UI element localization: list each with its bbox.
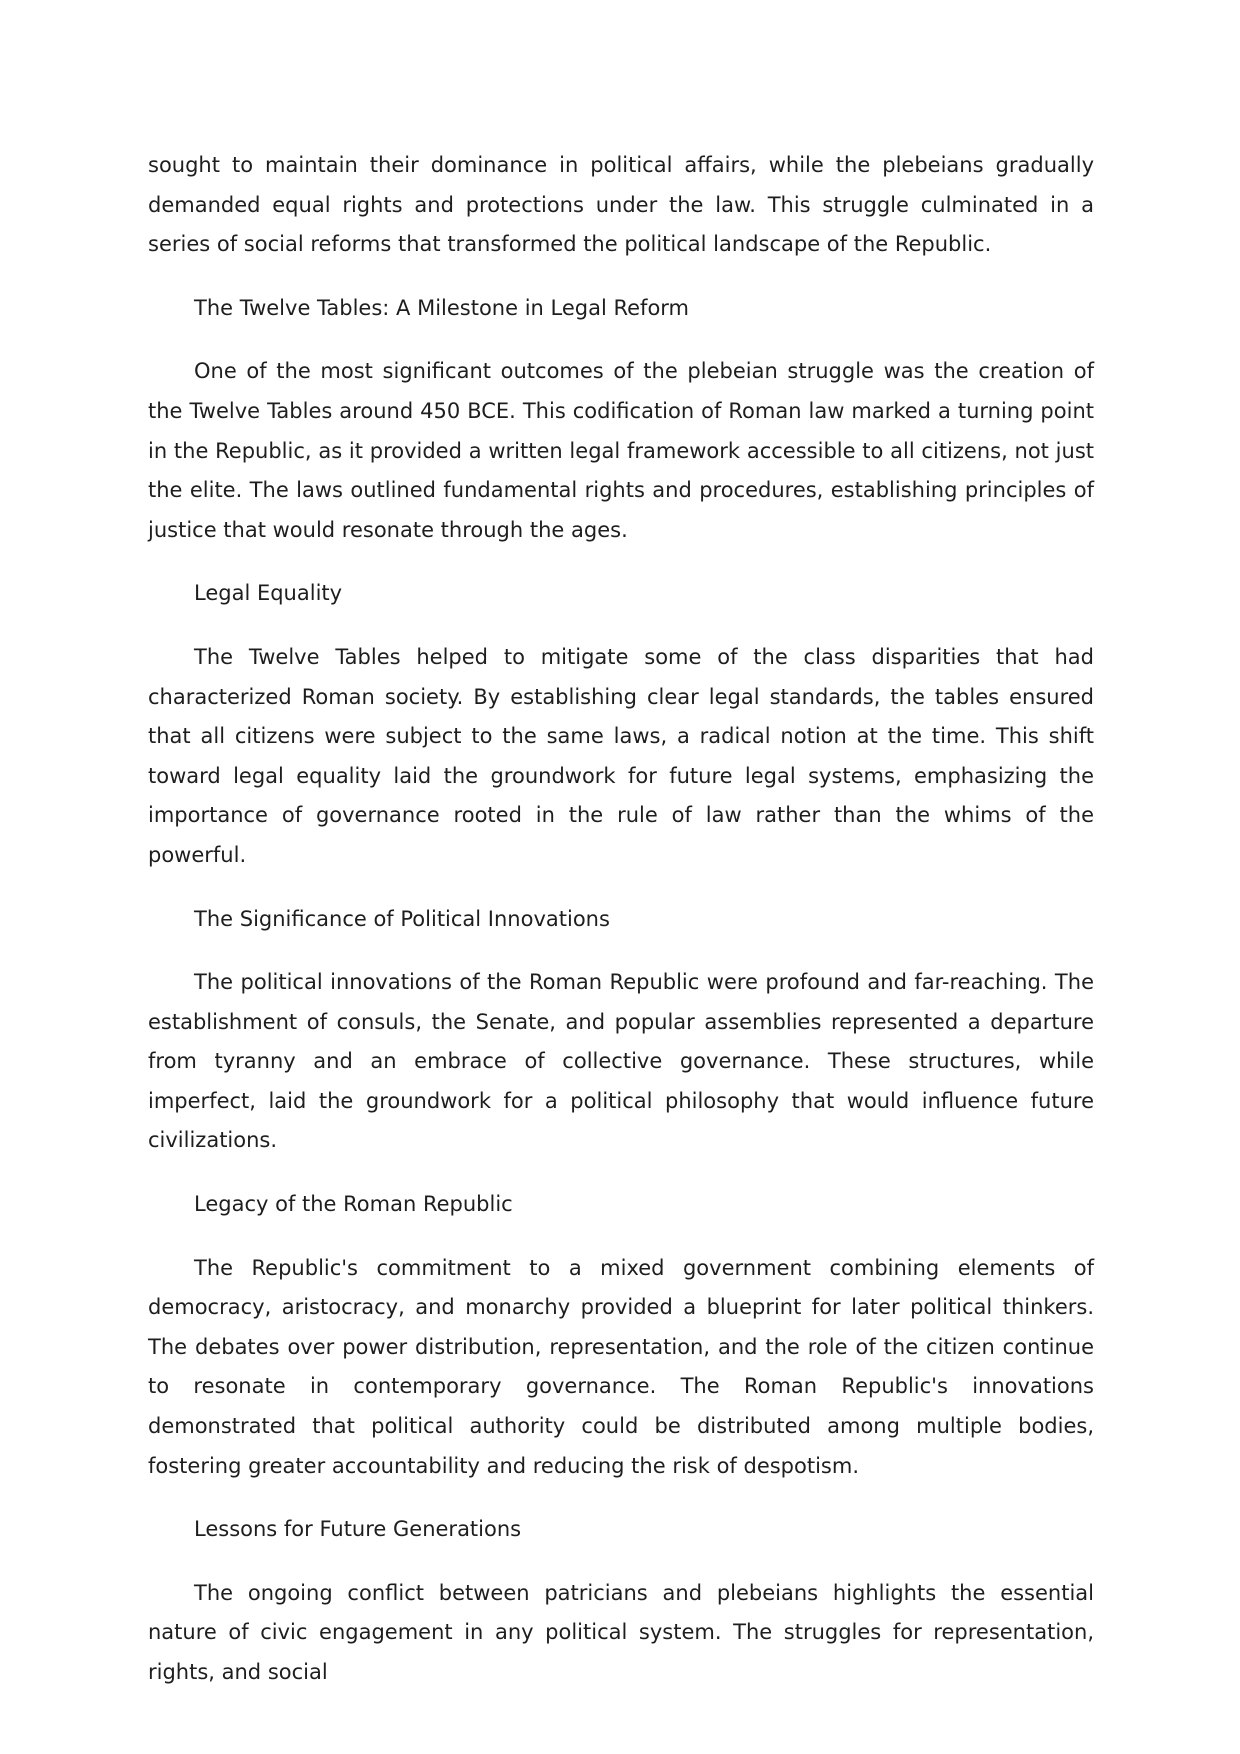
section-heading-political-innovations: The Significance of Political Innovations — [194, 906, 610, 931]
section-heading-legal-equality: Legal Equality — [194, 581, 343, 606]
paragraph-legacy: The Republic's commitment to a mixed government combining elements of democracy, aristocracy, and monarchy provided a blueprint for later political thinkers. The debates over power distribution, representation, and the role of the citizen continue to resonate in contemporary governance. The Roman Republic's innovations demonstrated that political authority could be distributed among multiple bodies, fostering greater accountability and reducing the risk of despotism. — [148, 1255, 1094, 1478]
paragraph-twelve-tables: One of the most significant outcomes of the plebeian struggle was the creation of the Twelve Tables around 450 BCE. This codification of Roman law marked a turning point in the Republic, as it provided a written legal framework accessible to all citizens, not just the elite. The laws outlined fundamental rights and procedures, establishing principles of justice that would resonate through the ages. — [148, 359, 1094, 542]
paragraph-legal-equality: The Twelve Tables helped to mitigate some of the class disparities that had characterized Roman society. By establishing clear legal standards, the tables ensured that all citizens were subject to the same laws, a radical notion at the time. This shift toward legal equality laid the groundwork for future legal systems, emphasizing the importance of governance rooted in the rule of law rather than the whims of the powerful. — [148, 644, 1094, 867]
section-heading-legacy: Legacy of the Roman Republic — [194, 1192, 513, 1217]
section-heading-twelve-tables: The Twelve Tables: A Milestone in Legal Reform — [194, 295, 690, 320]
section-heading-lessons: Lessons for Future Generations — [194, 1517, 522, 1542]
document-page — [148, 146, 1094, 1717]
paragraph-lessons: The ongoing conflict between patricians and plebeians highlights the essential nature of civic engagement in any political system. The struggles for representation, rights, and social — [148, 1580, 1094, 1684]
paragraph-political-innovations: The political innovations of the Roman Republic were profound and far-reaching. The establishment of consuls, the Senate, and popular assemblies represented a departure from tyranny and an embrace of collective governance. These structures, while imperfect, laid the groundwork for a political philosophy that would influence future civilizations. — [148, 970, 1094, 1153]
paragraph-continuation: sought to maintain their dominance in political affairs, while the plebeians gradually demanded equal rights and protections under the law. This struggle culminated in a series of social reforms that transformed the political landscape of the Republic. — [148, 153, 1094, 257]
